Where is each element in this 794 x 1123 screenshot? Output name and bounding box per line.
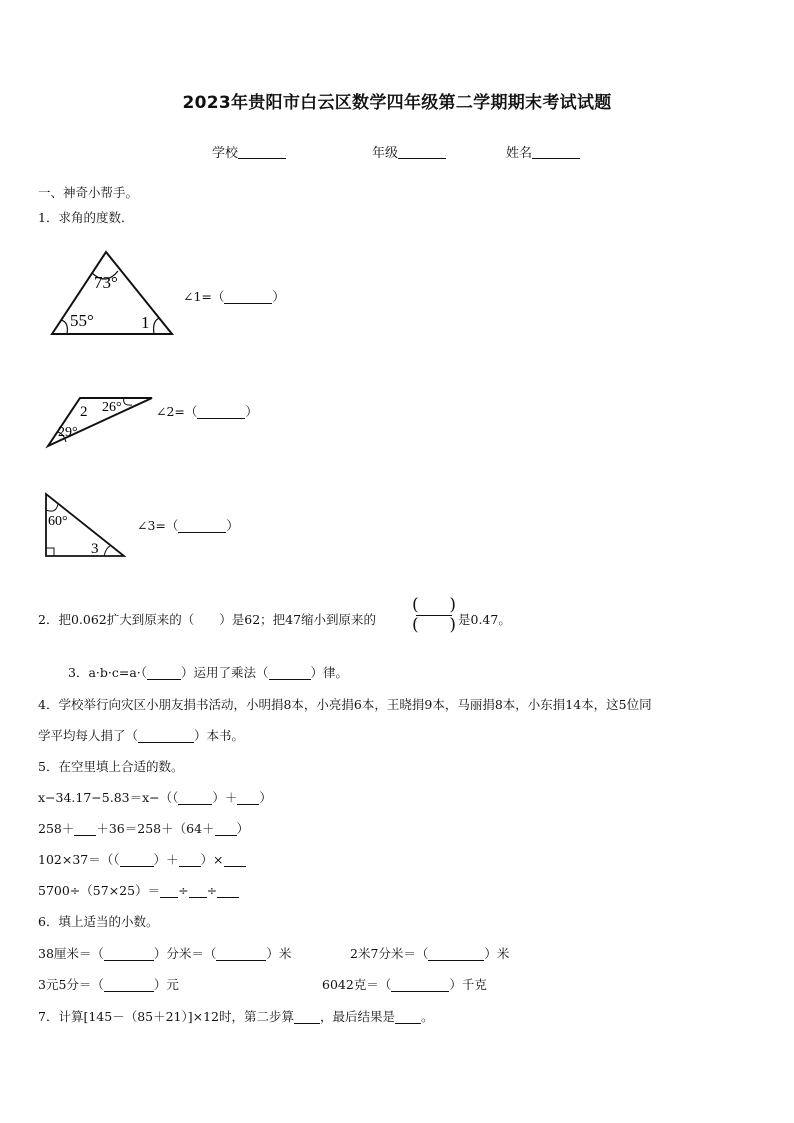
name-label: 姓名	[506, 146, 533, 161]
name-blank[interactable]	[532, 144, 580, 159]
answer-blank[interactable]	[178, 519, 226, 533]
q6-row-2b: 6042克＝（ ）千克	[322, 977, 487, 992]
school-blank[interactable]	[238, 144, 286, 159]
triangle-figure-3	[42, 490, 128, 562]
answer-blank[interactable]	[74, 822, 96, 836]
question-2-end: 是0.47。	[458, 612, 511, 627]
answer-blank[interactable]	[120, 853, 154, 867]
paren-open: (	[412, 615, 419, 635]
q5-row-4: 5700÷（57×25）＝ ÷ ÷	[38, 881, 239, 899]
answer-angle-3[interactable]	[137, 516, 239, 534]
q6-row-1b: 2米7分米＝（ ）米	[350, 946, 510, 961]
answer-blank[interactable]	[189, 884, 207, 898]
angle-label-29: 29°	[58, 425, 78, 440]
answer-blank[interactable]	[178, 791, 212, 805]
answer-blank[interactable]	[147, 666, 181, 680]
answer-label: ∠3=（	[137, 518, 179, 533]
angle-label-60: 60°	[48, 514, 68, 529]
answer-blank[interactable]	[104, 947, 154, 961]
answer-blank[interactable]	[391, 978, 449, 992]
q6-row-2a: 3元5分＝（ ）元	[38, 977, 179, 992]
answer-blank[interactable]	[224, 290, 272, 304]
question-5: 5．在空里填上合适的数。	[38, 759, 184, 774]
answer-blank[interactable]	[237, 791, 259, 805]
question-3: 3．a·b·c=a·（ ）运用了乘法（ ）律。	[68, 665, 349, 680]
q5-row-3: 102×37＝（（ ）＋ ）×	[38, 850, 246, 868]
answer-blank[interactable]	[160, 884, 178, 898]
answer-angle-2[interactable]	[156, 402, 258, 420]
angle-label-1: 1	[141, 313, 150, 332]
question-2: 2．把0.062扩大到原来的（ ）是62；把47缩小到原来的	[38, 612, 377, 627]
answer-blank[interactable]	[224, 853, 246, 867]
school-label: 学校	[212, 146, 239, 161]
question-6: 6．填上适当的小数。	[38, 914, 159, 929]
name-field[interactable]	[506, 142, 580, 161]
page-title: 2023年贵阳市白云区数学四年级第二学期期末考试试题	[182, 93, 612, 113]
angle-label-26: 26°	[102, 400, 122, 415]
q6-row-1a: 38厘米＝（ ）分米＝（ ）米	[38, 946, 292, 961]
answer-blank[interactable]	[395, 1010, 421, 1024]
angle-label-3: 3	[91, 541, 99, 557]
answer-label: ∠1=（	[183, 289, 225, 304]
angle-label-73: 73°	[94, 273, 118, 292]
answer-angle-1[interactable]	[183, 287, 285, 305]
section-heading: 一、神奇小帮手。	[38, 185, 139, 200]
answer-blank[interactable]	[138, 729, 194, 743]
triangle-figure-2	[44, 392, 156, 450]
answer-blank[interactable]	[179, 853, 201, 867]
angle-label-55: 55°	[70, 311, 94, 330]
paren-close: )	[449, 615, 456, 635]
answer-blank[interactable]	[294, 1010, 320, 1024]
paren-close: ）	[245, 404, 258, 419]
grade-blank[interactable]	[398, 144, 446, 159]
school-field[interactable]	[212, 142, 286, 161]
angle-label-2: 2	[80, 404, 88, 420]
q5-row-2: 258＋ ＋36＝258＋（64＋ ）	[38, 821, 250, 836]
question-7: 7．计算[145－（85＋21）]×12时，第二步算 ，最后结果是 。	[38, 1009, 434, 1024]
triangle-figure-1	[48, 246, 176, 338]
answer-blank[interactable]	[197, 405, 245, 419]
fraction-bar	[416, 615, 452, 616]
paren-open: (	[412, 595, 419, 615]
q5-row-1: x−34.17−5.83＝x−（（ ）＋ ）	[38, 790, 272, 805]
paren-close: ）	[272, 289, 285, 304]
answer-blank[interactable]	[217, 884, 239, 898]
fraction-blank[interactable]	[412, 596, 456, 636]
answer-blank[interactable]	[428, 947, 484, 961]
grade-field[interactable]	[372, 142, 446, 161]
answer-label: ∠2=（	[156, 404, 198, 419]
answer-blank[interactable]	[215, 822, 237, 836]
question-1: 1．求角的度数．	[38, 210, 134, 225]
paren-close: )	[449, 595, 456, 615]
paren-close: ）	[226, 518, 239, 533]
answer-blank[interactable]	[104, 978, 154, 992]
question-4: 4．学校举行向灾区小朋友捐书活动，小明捐8本，小亮捐6本，王晓捐9本，马丽捐8本，小东捐14本，这5位同	[38, 697, 652, 712]
question-4-cont: 学平均每人捐了（ ）本书。	[38, 728, 245, 743]
answer-blank[interactable]	[216, 947, 266, 961]
answer-blank[interactable]	[269, 666, 311, 680]
grade-label: 年级	[372, 146, 399, 161]
